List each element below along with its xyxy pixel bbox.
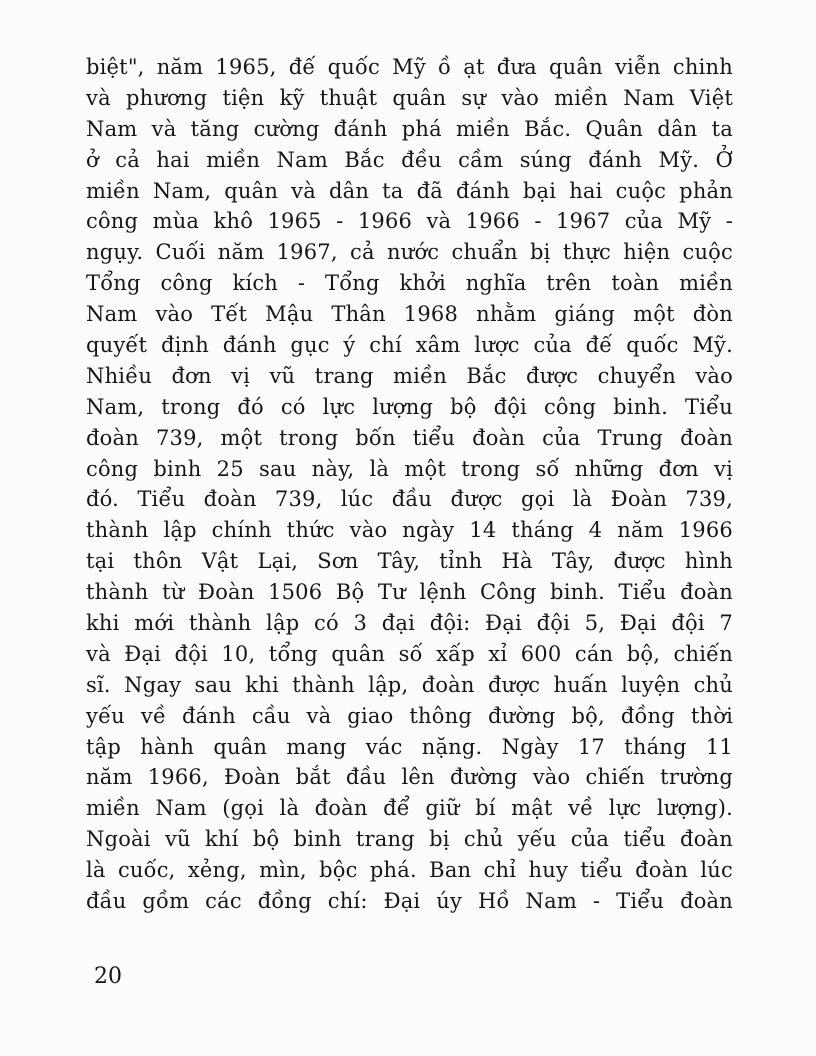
page-number: 20 <box>94 964 122 989</box>
text-line: quyết định đánh gục ý chí xâm lược của đế quốc Mỹ. <box>86 333 733 358</box>
text-line: sĩ. Ngay sau khi thành lập, đoàn được huấn luyện chủ <box>86 672 733 697</box>
text-line: yếu về đánh cầu và giao thông đường bộ, đồng thời <box>86 703 733 728</box>
text-line: thành lập chính thức vào ngày 14 tháng 4 năm 1966 <box>86 518 733 543</box>
text-line: Nhiều đơn vị vũ trang miền Bắc được chuyển vào <box>86 363 733 388</box>
text-line: tại thôn Vật Lại, Sơn Tây, tỉnh Hà Tây, được hình <box>86 549 733 574</box>
text-line: năm 1966, Đoàn bắt đầu lên đường vào chiến trường <box>86 765 733 790</box>
text-line: khi mới thành lập có 3 đại đội: Đại đội 5, Đại đội 7 <box>86 611 733 636</box>
text-line: Tổng công kích - Tổng khởi nghĩa trên toàn miền <box>86 271 733 296</box>
text-line: Ngoài vũ khí bộ binh trang bị chủ yếu của tiểu đoàn <box>86 827 733 852</box>
text-line: Nam và tăng cường đánh phá miền Bắc. Quân dân ta <box>86 116 733 141</box>
text-line: là cuốc, xẻng, mìn, bộc phá. Ban chỉ huy tiểu đoàn lúc <box>86 858 733 883</box>
text-line: ngụy. Cuối năm 1967, cả nước chuẩn bị thực hiện cuộc <box>86 240 733 265</box>
text-line: và Đại đội 10, tổng quân số xấp xỉ 600 cán bộ, chiến <box>86 641 733 666</box>
text-line: miền Nam, quân và dân ta đã đánh bại hai cuộc phản <box>86 178 733 203</box>
text-line: đó. Tiểu đoàn 739, lúc đầu được gọi là Đoàn 739, <box>86 487 733 512</box>
text-line: ở cả hai miền Nam Bắc đều cầm súng đánh Mỹ. Ở <box>86 147 733 172</box>
text-line: miền Nam (gọi là đoàn để giữ bí mật về lực lượng). <box>86 796 733 821</box>
text-line: thành từ Đoàn 1506 Bộ Tư lệnh Công binh. Tiểu đoàn <box>86 580 733 605</box>
text-line: công mùa khô 1965 - 1966 và 1966 - 1967 của Mỹ - <box>86 209 733 234</box>
text-line: và phương tiện kỹ thuật quân sự vào miền Nam Việt <box>86 85 733 110</box>
text-line: biệt", năm 1965, đế quốc Mỹ ồ ạt đưa quân viễn chinh <box>86 55 733 79</box>
text-line: tập hành quân mang vác nặng. Ngày 17 tháng 11 <box>86 734 733 759</box>
text-line: đầu gồm các đồng chí: Đại úy Hồ Nam - Tiểu đoàn <box>86 889 733 914</box>
text-line: Nam, trong đó có lực lượng bộ đội công binh. Tiểu <box>86 394 733 419</box>
page-text-block <box>86 52 733 917</box>
text-line: Nam vào Tết Mậu Thân 1968 nhằm giáng một đòn <box>86 302 733 327</box>
text-line: đoàn 739, một trong bốn tiểu đoàn của Trung đoàn <box>86 425 733 450</box>
text-line: công binh 25 sau này, là một trong số những đơn vị <box>86 456 733 481</box>
